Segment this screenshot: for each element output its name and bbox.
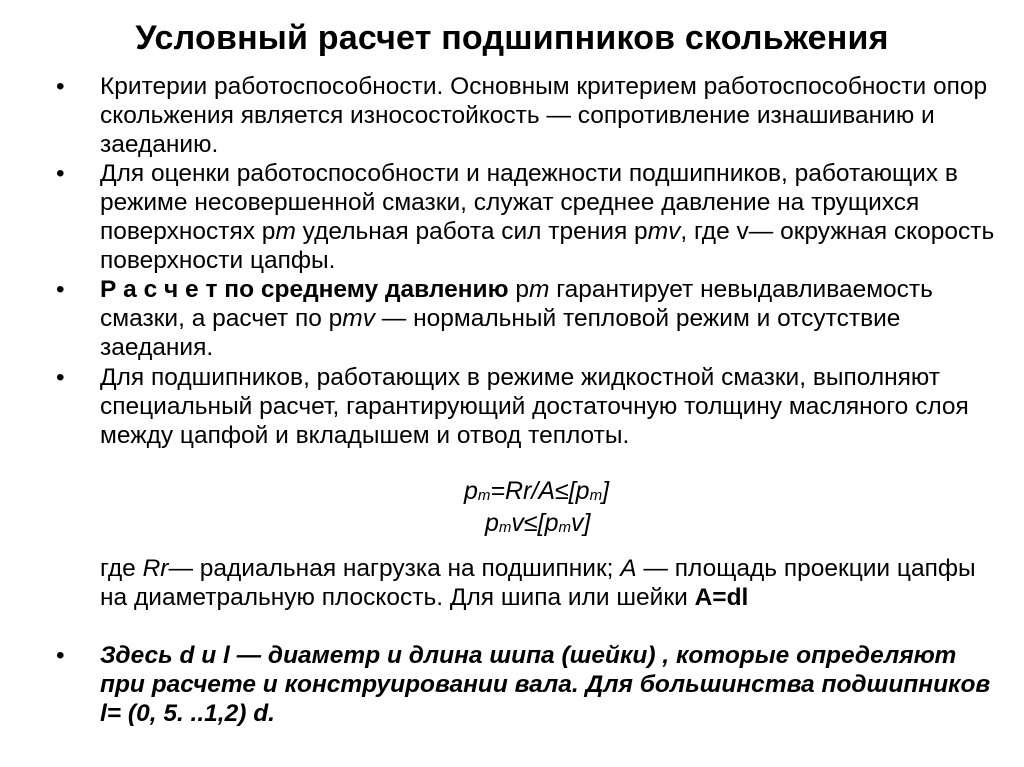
bullet-text: [100, 159, 1000, 275]
text-part: Для оценки работоспособности и надежности подшипников, работающих в режиме несовершенной смазки, служат среднее давление на трущихся поверхностях p: [100, 160, 958, 245]
bullet-text: Для подшипников, работающих в режиме жидкостной смазки, выполняют специальный расчет, гарантирующий достаточную толщину масляного слоя между цапфой и вкладышем и отвод теплоты.: [100, 364, 969, 449]
text-part: — площадь проекции цапфы на диаметральную плоскость. Для шипа или шейки: [100, 555, 976, 611]
bullet-item-calculation: [100, 275, 1000, 362]
formula-part: p: [464, 477, 478, 505]
bold-lead: Р а с ч е т по среднему давлению: [100, 276, 509, 303]
text-part: , где v— окружная скорость поверхности цапфы.: [100, 218, 995, 274]
text-part: удельная работа сил трения p: [295, 218, 648, 245]
variable-m: m: [528, 276, 550, 303]
bullet-item-dimensions: [100, 641, 1000, 728]
note-text: [100, 554, 1000, 612]
variable-mv: mv: [647, 218, 681, 245]
bullet-icon: •: [56, 276, 65, 303]
bullet-text: [100, 275, 1000, 362]
bullet-text: Здесь d и l — диаметр и длина шипа (шейки) , которые определяют при расчете и конструировании вала. Для большинства подшипников l= (0, 5. ..1,2) d.: [100, 642, 991, 727]
formula-pv: [485, 508, 590, 543]
bullet-text: Критерии работоспособности. Основным критерием работоспособности опор скольжения является износостойкость — сопротивление изнашиванию и заеданию.: [100, 73, 988, 158]
formula-subscript: m: [477, 487, 491, 504]
text-part: где: [100, 555, 143, 582]
variable-m: m: [275, 218, 296, 245]
formula-adl: A=dl: [694, 584, 749, 611]
formula-part: v]: [570, 509, 591, 537]
variable-rr: Rr: [142, 555, 169, 582]
bullet-item-evaluation: [100, 159, 1000, 275]
formula-part: p: [485, 509, 499, 537]
bullet-icon: •: [56, 73, 65, 100]
formula-part: =Rr/A≤[p: [490, 477, 590, 505]
bullet-item-criteria: [100, 72, 1000, 159]
variable-mv: mv: [342, 305, 375, 332]
bullet-icon: •: [56, 160, 65, 187]
formula-pressure: [464, 476, 609, 511]
text-part: гарантирует невыдавливаемость смазки, а расчет по p: [100, 276, 933, 332]
formula-part: v≤[p: [511, 509, 559, 537]
formula-part: ]: [602, 477, 610, 505]
formula-subscript: m: [498, 519, 512, 536]
text-part: p: [508, 276, 529, 303]
bullet-item-liquid-lubrication: [100, 363, 1000, 450]
slide-title: Условный расчет подшипников скольжения: [135, 19, 889, 57]
text-part: — нормальный тепловой режим и отсутствие заедания.: [100, 305, 901, 361]
bullet-icon: •: [56, 364, 65, 391]
text-part: — радиальная нагрузка на подшипник;: [168, 555, 621, 582]
variable-a: A: [620, 555, 637, 582]
formula-subscript: m: [558, 519, 571, 536]
formula-note: [100, 554, 1000, 612]
bullet-icon: •: [56, 642, 65, 669]
formula-subscript: m: [589, 487, 603, 504]
